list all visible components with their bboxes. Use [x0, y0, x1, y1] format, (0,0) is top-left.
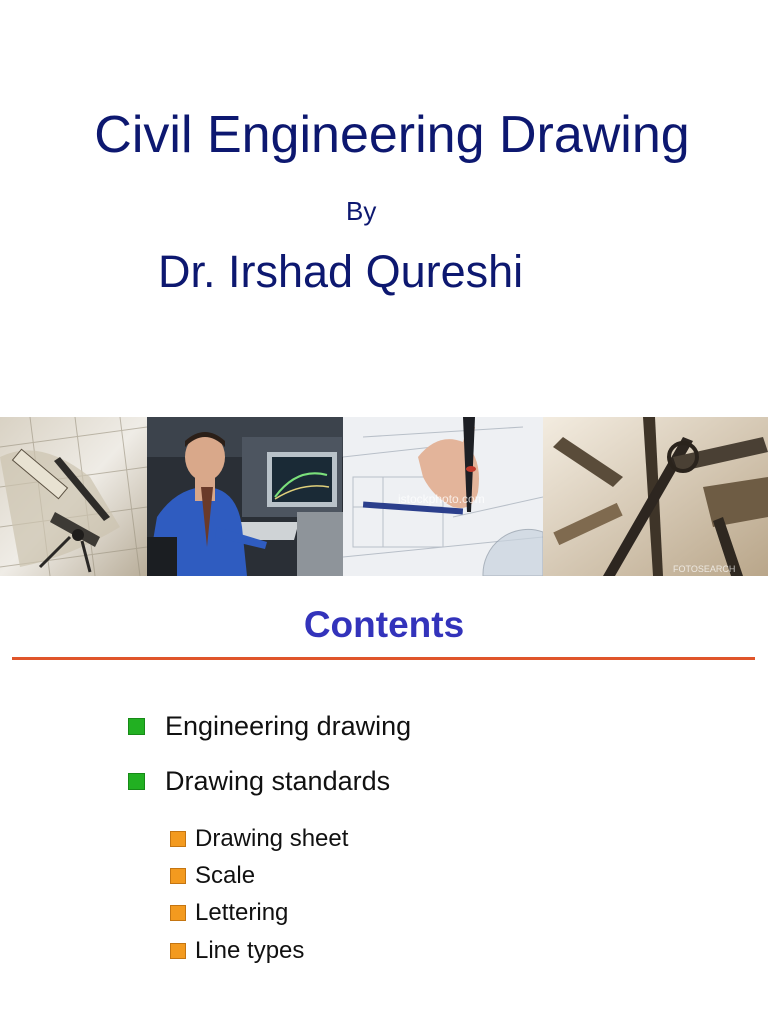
- contents-heading: Contents: [303, 604, 465, 645]
- orange-bullet-icon: [170, 905, 186, 921]
- hand-drawing-with-pen-photo: [343, 417, 543, 576]
- sub-list-item: [170, 862, 255, 890]
- sub-list-item-label: Lettering: [195, 899, 289, 926]
- orange-bullet-icon: [170, 868, 186, 884]
- heading-divider: [12, 657, 755, 660]
- photo-strip: [0, 417, 768, 576]
- orange-bullet-icon: [170, 943, 186, 959]
- slide-title: Civil Engineering Drawing: [94, 106, 690, 164]
- green-bullet-icon: [128, 718, 145, 735]
- author-name: Dr. Irshad Qureshi: [158, 246, 524, 297]
- list-item-label: Drawing standards: [165, 766, 391, 796]
- by-label: By: [346, 196, 377, 226]
- sub-list-item: [170, 899, 288, 927]
- engineer-at-computer-photo: [147, 417, 343, 576]
- orange-bullet-icon: [170, 831, 186, 847]
- list-item-label: Engineering drawing: [165, 711, 412, 741]
- sub-list-item-label: Line types: [195, 937, 305, 964]
- sub-list-item: [170, 825, 348, 853]
- drafting-tools-photo: [0, 417, 147, 576]
- list-item: [128, 766, 390, 797]
- sub-list-item-label: Drawing sheet: [195, 825, 349, 852]
- watermark-text: FOTOSEARCH: [673, 564, 736, 574]
- green-bullet-icon: [128, 773, 145, 790]
- watermark-text: istockphoto.com: [398, 492, 485, 506]
- sub-list-item: [170, 937, 304, 965]
- sub-list-item-label: Scale: [195, 862, 256, 889]
- list-item: [128, 711, 411, 742]
- compass-and-instruments-photo: [543, 417, 768, 576]
